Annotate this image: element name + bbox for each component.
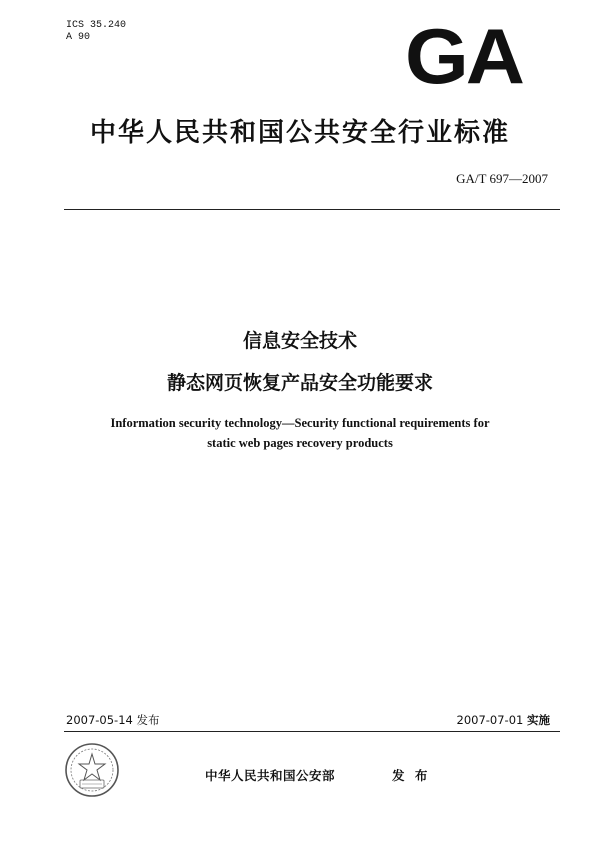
title-zh-line1: 信息安全技术 [242,330,357,352]
bottom-divider [64,731,560,732]
publisher: 中华人民共和国公安部 [205,768,336,783]
ics-code: ICS 35.240 [66,20,127,31]
publish-word: 发 布 [392,768,431,783]
title-en-line2: static web pages recovery products [207,436,393,450]
ga-logo: GA [405,13,522,100]
top-divider [64,209,560,210]
official-seal-icon [64,742,120,798]
standard-number: GA/T 697—2007 [456,171,548,186]
implementation-date-block [380,712,550,728]
title-en-line1: Information security technology—Security functional requirements for [110,416,490,430]
implementation-date: 2007-07-01 [456,713,524,727]
standard-title: 中华人民共和国公共安全行业标准 [89,118,510,148]
implementation-label: 实施 [527,713,550,727]
classification-codes [66,20,126,44]
issue-date: 2007-05-14 发布 [66,713,160,727]
title-zh-line2: 静态网页恢复产品安全功能要求 [166,372,433,394]
ccs-code: A 90 [66,32,91,43]
